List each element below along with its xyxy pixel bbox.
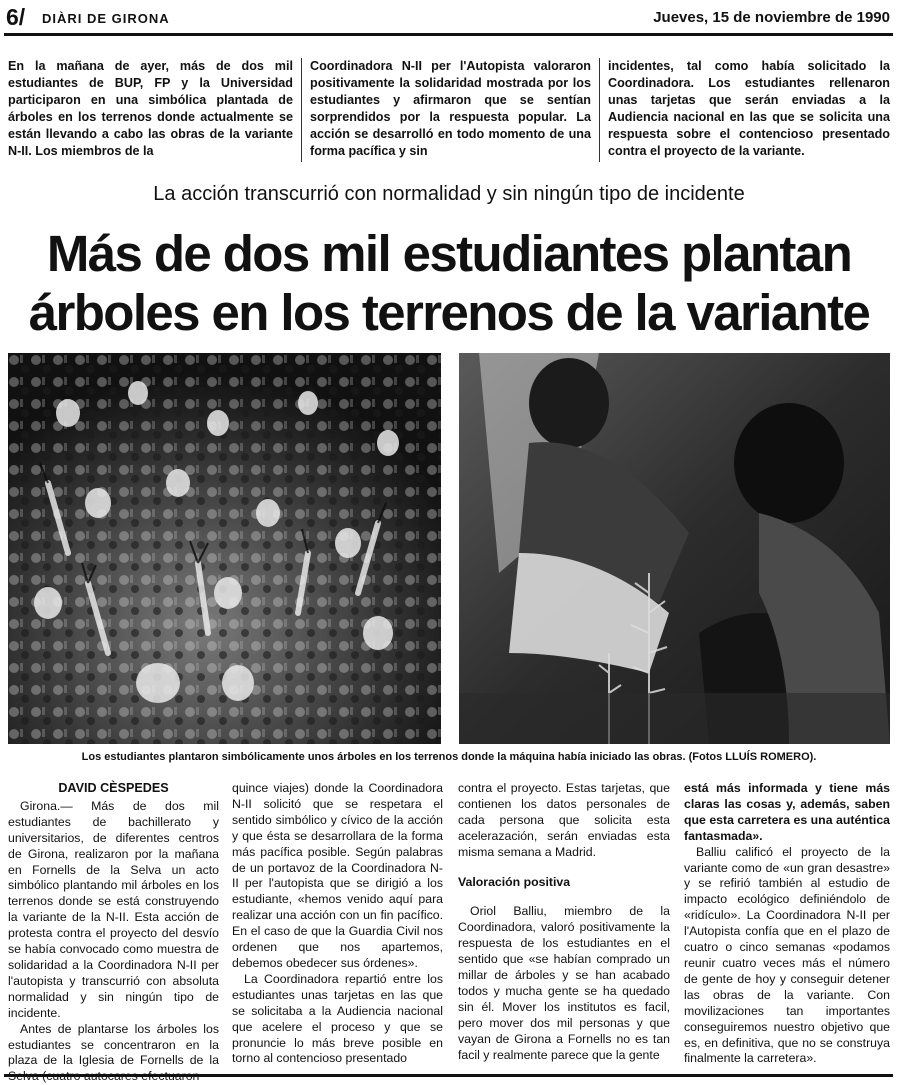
paragraph: contra el proyecto. Estas tarjetas, que contienen los datos personales de cada persona que solicita esta acelerazación, serán enviadas esta misma semana a Madrid. <box>458 781 670 859</box>
photo-planting <box>459 353 890 744</box>
issue-date: Jueves, 15 de noviembre de 1990 <box>653 9 890 26</box>
intro-column-2: Coordinadora N-II per l'Autopista valoraron positivamente la solidaridad mostrada por los estudiantes y afirmaron que se sentían sorprendidos por la respuesta popular. La acción se desarrolló en todo momento de una forma pacífica y sin <box>310 59 591 158</box>
article-column-4 <box>684 781 890 1067</box>
paragraph: Antes de plantarse los árboles los estudiantes se concentraron en la plaza de la Iglesia de Fornells de la <box>8 1021 219 1068</box>
photo-caption: Los estudiantes plantaron simbólicamente unos árboles en los terrenos donde la máquina había iniciado las obras. (Fotos LLUÍS ROMERO). <box>81 751 817 763</box>
paragraph: Balliu calificó el proyecto de la variante como de «un gran desastre» y se refirió también al estudio de impacto ecológico definiéndolo de «ridículo». La Coordinadora N-II per l'Autopista confía que en el plazo de cuatro o cinco semanas «podamos reunir cuatro veces más el número de gente de hoy y conseguir detener las obras de la variante. Con movilizaciones tan importantes conseguiremos nuestro objetivo que es, en definitiva, que no se construya finalmente la carretera». <box>684 844 890 1066</box>
headline-line-1: Más de dos mil estudiantes plantan <box>46 225 852 282</box>
section-subhead: Valoración positiva <box>458 874 571 889</box>
headline-line-2: árboles en los terrenos de la variante <box>28 284 870 341</box>
column-divider <box>301 58 302 162</box>
column-divider <box>599 58 600 162</box>
paragraph: La Coordinadora repartió entre los estudiantes unas tarjetas en las que se solicitaba a la Audiencia nacional que acelere el proceso y que se pronuncie lo más breve posible en torno al contencioso presentado <box>232 971 443 1066</box>
paragraph: Girona.— Más de dos mil estudiantes de bachillerato y universitarios, de diferentes centros de Girona, realizaron por la mañana en Fornells de la Selva un acto simbólico plantando mil árboles en los terrenos donde se está construyendo la variante de la N-II. Esta acción de protesta contra el proyecto del desvío se había convocado como muestra de solidaridad a la Coordinadora N-II per l'autopista y transcurrió con absoluta normalidad y sin ningún tipo de incidente. <box>8 798 219 1020</box>
article-column-1 <box>8 781 219 1085</box>
byline: DAVID CÈSPEDES <box>58 781 169 795</box>
article-column-3 <box>458 781 670 1064</box>
headline <box>0 224 898 342</box>
top-rule <box>4 33 893 36</box>
article-column-2 <box>232 781 443 1067</box>
masthead <box>6 6 892 32</box>
page-number: 6/ <box>6 4 26 30</box>
intro-column-3: incidentes, tal como había solicitado la Coordinadora. Los estudiantes rellenaron unas tarjetas que serán enviadas a la Audiencia nacional en las que se solicita una respuesta sobre el contencioso presentado contra el proyecto de la variante. <box>608 59 890 158</box>
publication-name: DIÀRI DE GIRONA <box>42 11 170 26</box>
paragraph: está más informada y tiene más claras las cosas y, además, saben que esta carretera es una auténtica fantasmada». <box>684 781 890 843</box>
bottom-rule <box>4 1074 893 1077</box>
kicker: La acción transcurrió con normalidad y sin ningún tipo de incidente <box>153 183 745 205</box>
paragraph: quince viajes) donde la Coordinadora N-II solicitó que se respetara el sentido simbólico y cívico de la acción y que ésta se desarrollara de la forma más pacífica posible. Según palabras de un portavoz de la Coordinadora N-II per l'autopista que se dirigió a los estudiante, «hemos venido aquí para realizar una acción con un fin pacífico. En el caso de que la Guardia Civil nos ordenen que nos apartemos, debemos obedecer sus órdenes». <box>232 781 443 970</box>
photo-crowd-students <box>8 353 441 744</box>
intro-column-1: En la mañana de ayer, más de dos mil estudiantes de BUP, FP y la Universidad participaron en una simbólica plantada de árboles en los terrenos donde actualmente se están llevando a cabo las obras de la variante N-II. Los miembros de la <box>8 59 293 158</box>
paragraph: Oriol Balliu, miembro de la Coordinadora, valoró positivamente la respuesta de los estudiantes en el sentido que «se habían comprado un millar de árboles y se han acabado todos y mucha gente se ha quedado sin él. Mover los institutos es facil, pero mover dos mil personas y que vayan de Girona a Fornells no es tan facil y realmente parece que la gente <box>458 904 670 1062</box>
